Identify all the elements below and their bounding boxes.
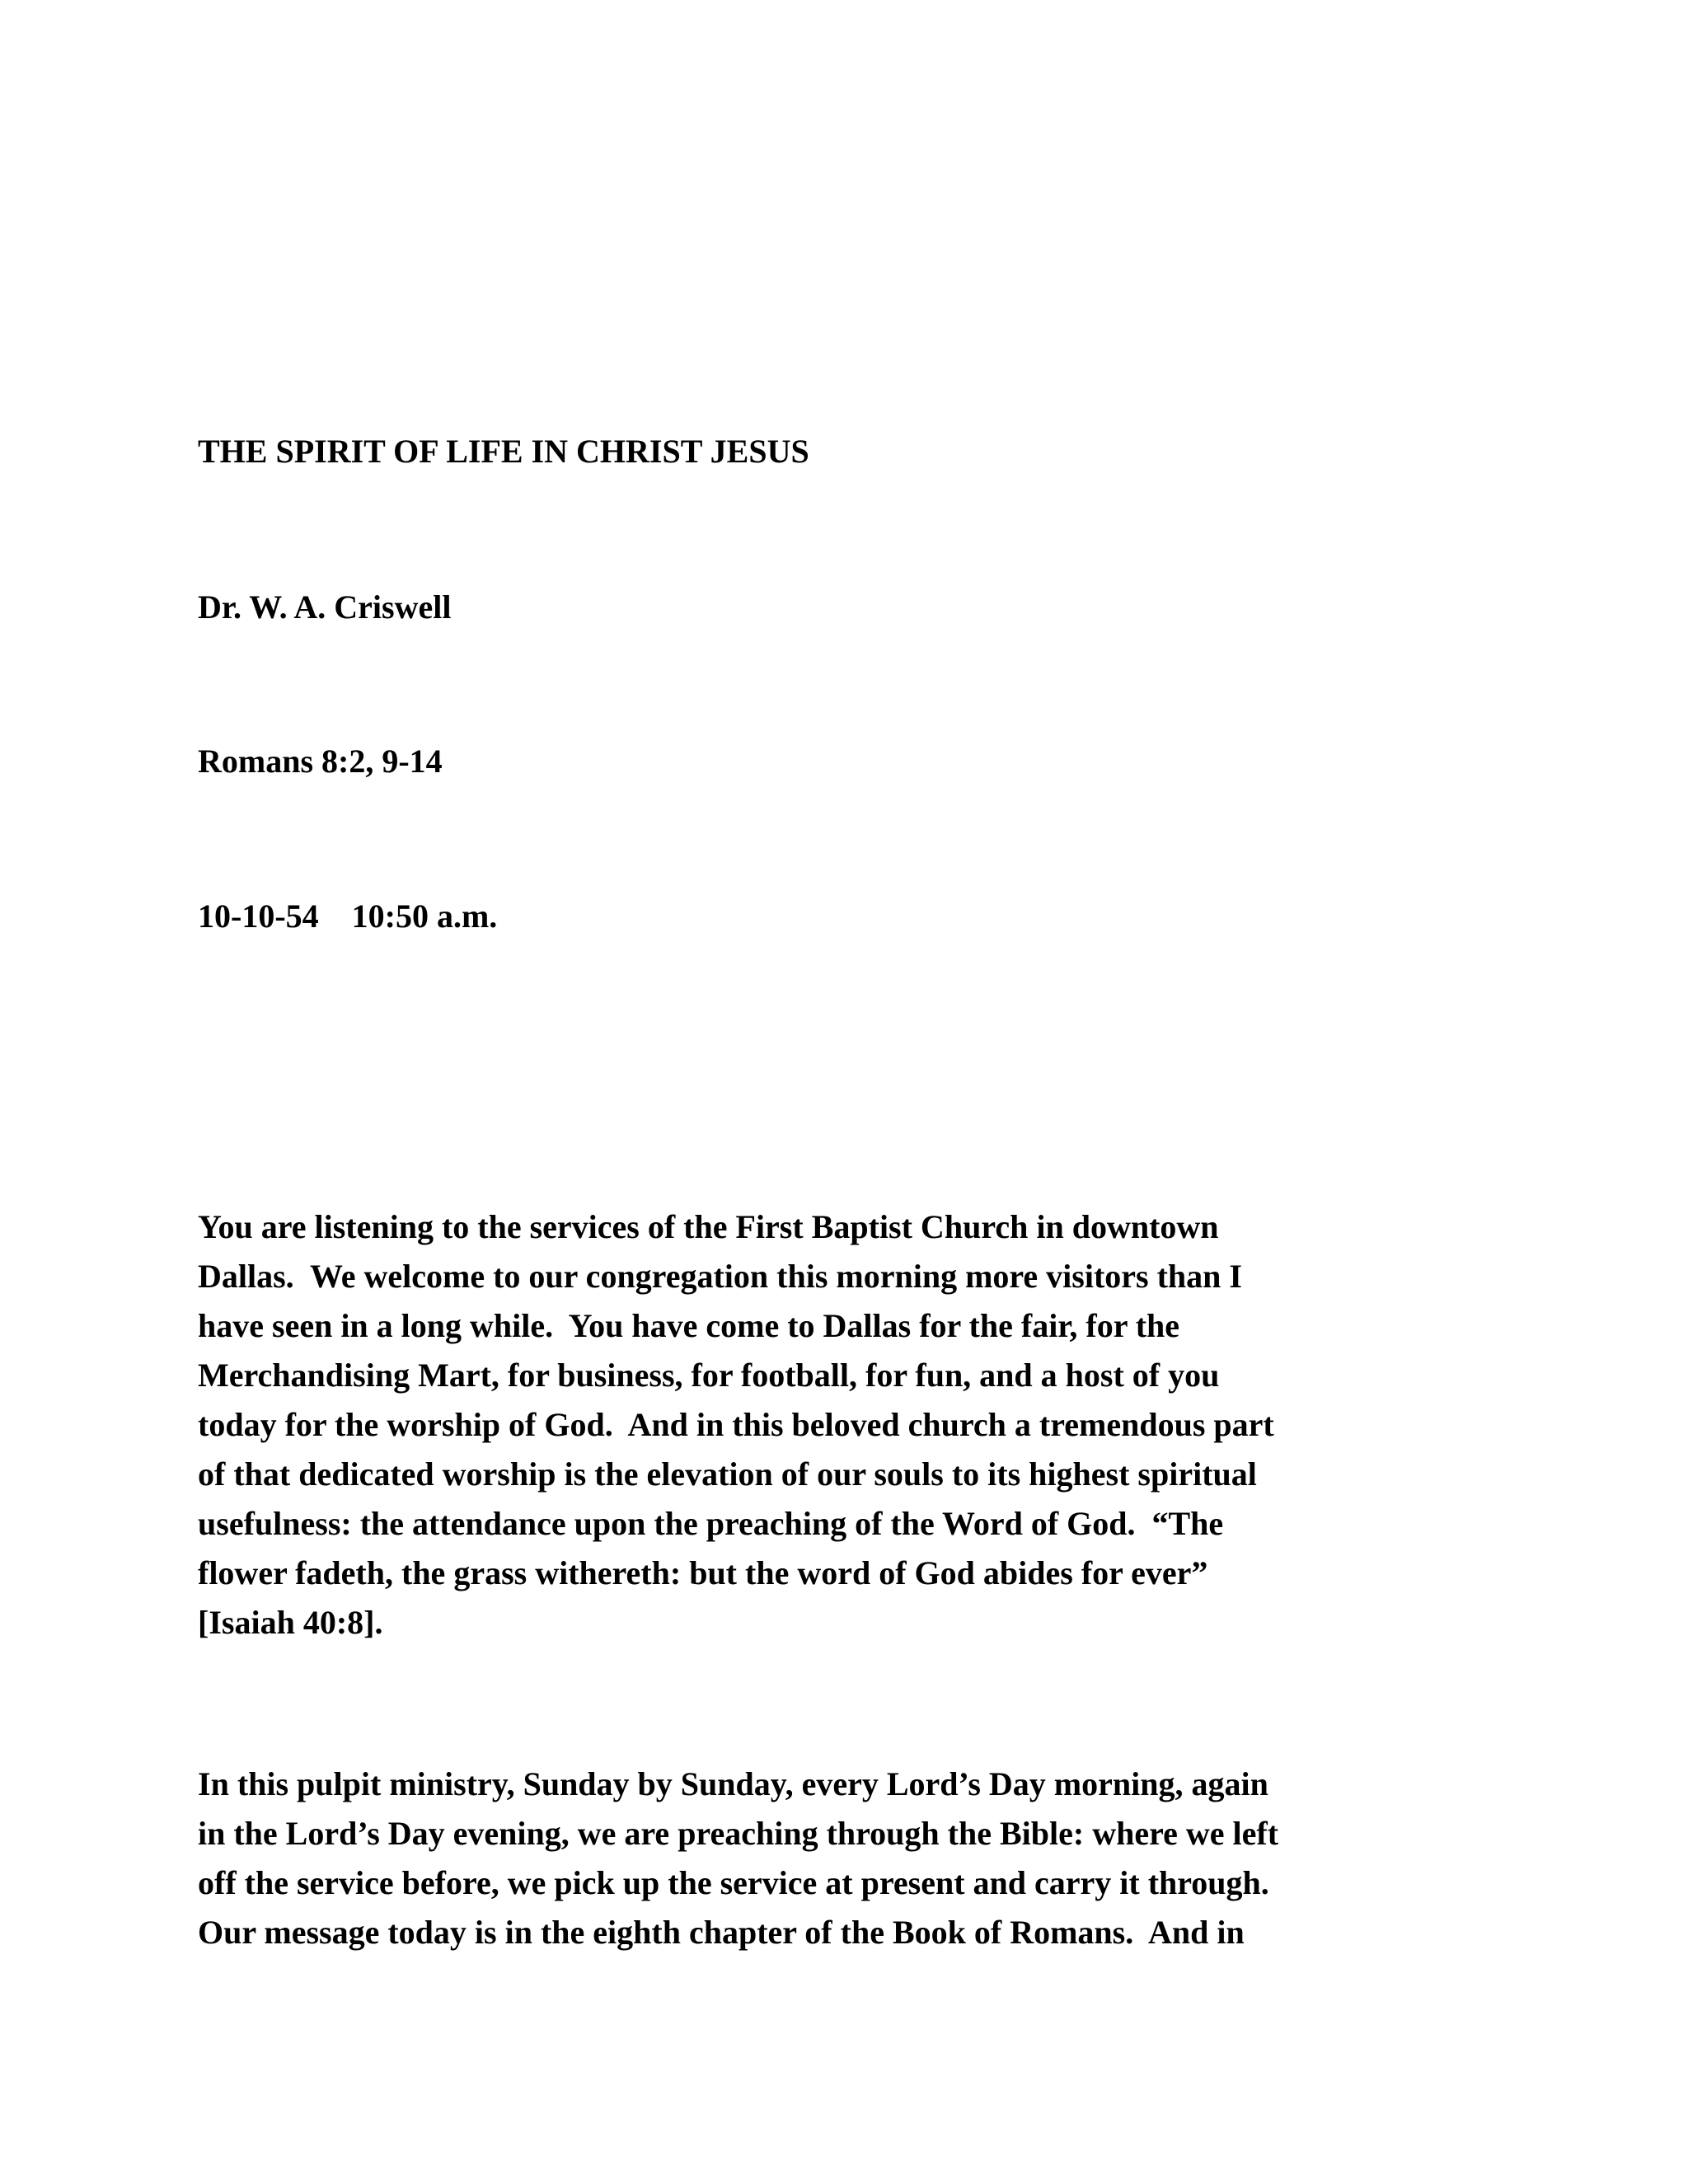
paragraph-line: have seen in a long while. You have come to Dallas for the fair, for the bbox=[198, 1307, 1180, 1344]
document-title: THE SPIRIT OF LIFE IN CHRIST JESUS bbox=[198, 433, 809, 470]
paragraph-line: In this pulpit ministry, Sunday by Sunday, every Lord’s Day morning, again bbox=[198, 1765, 1268, 1802]
paragraph-line: of that dedicated worship is the elevation of our souls to its highest spiritual bbox=[198, 1455, 1257, 1493]
paragraph-line: You are listening to the services of the First Baptist Church in downtown bbox=[198, 1208, 1219, 1245]
paragraph-1 bbox=[198, 1202, 1484, 1647]
paragraph-line: usefulness: the attendance upon the preaching of the Word of God. “The bbox=[198, 1505, 1224, 1542]
sermon-date-time: 10-10-54 10:50 a.m. bbox=[198, 898, 498, 935]
paragraph-line: off the service before, we pick up the service at present and carry it through. bbox=[198, 1864, 1269, 1901]
paragraph-line: Dallas. We welcome to our congregation this morning more visitors than I bbox=[198, 1258, 1242, 1295]
paragraph-line: Merchandising Mart, for business, for football, for fun, and a host of you bbox=[198, 1357, 1220, 1394]
paragraph-line: flower fadeth, the grass withereth: but the word of God abides for ever” bbox=[198, 1554, 1208, 1591]
paragraph-line: [Isaiah 40:8]. bbox=[198, 1604, 383, 1641]
paragraph-line: today for the worship of God. And in this beloved church a tremendous part bbox=[198, 1406, 1274, 1443]
scripture-reference: Romans 8:2, 9-14 bbox=[198, 743, 443, 780]
paragraph-line: in the Lord’s Day evening, we are preaching through the Bible: where we left bbox=[198, 1815, 1279, 1852]
paragraph-line: Our message today is in the eighth chapter of the Book of Romans. And in bbox=[198, 1914, 1245, 1951]
document-author: Dr. W. A. Criswell bbox=[198, 588, 452, 626]
paragraph-2 bbox=[198, 1760, 1484, 1957]
